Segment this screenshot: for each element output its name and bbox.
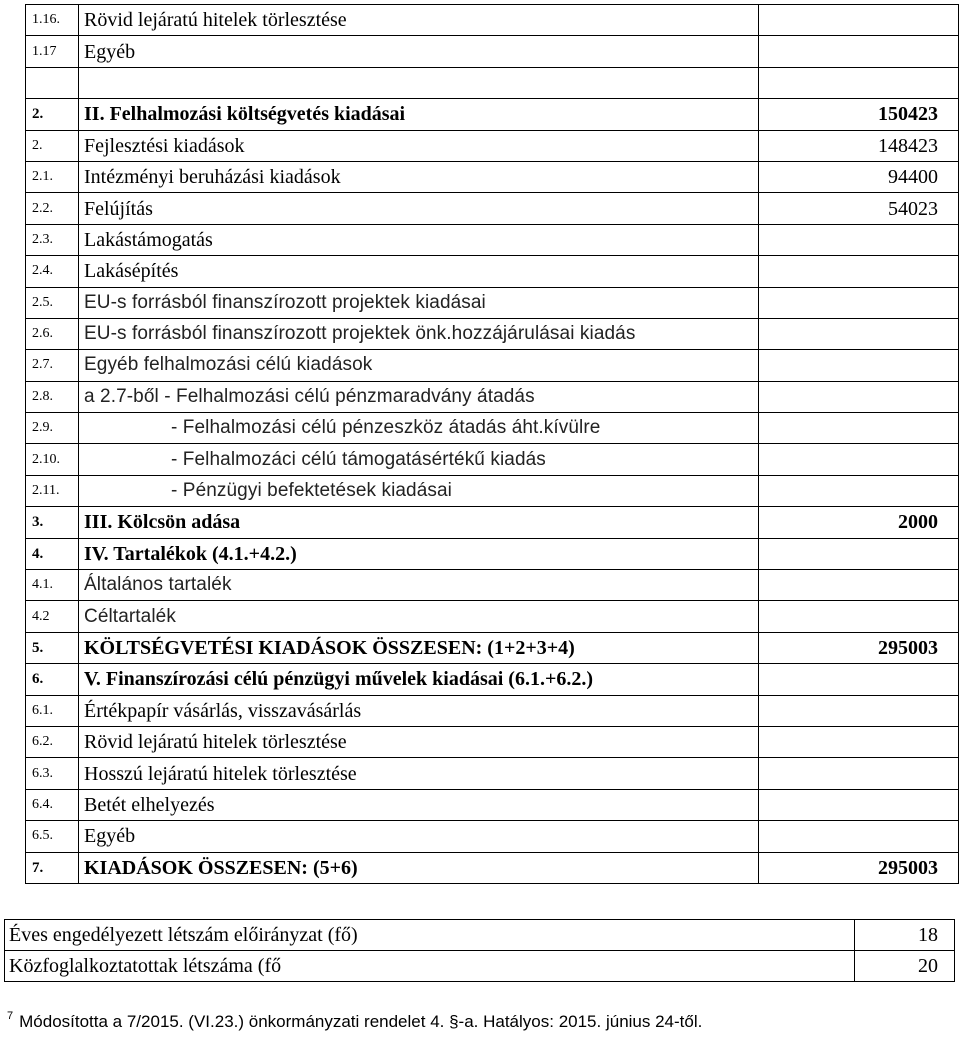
row-number: 4. bbox=[26, 538, 79, 569]
row-value bbox=[759, 5, 959, 36]
row-value: 295003 bbox=[759, 852, 959, 883]
table-row bbox=[26, 350, 959, 381]
table-row bbox=[26, 161, 959, 192]
row-number: 2.5. bbox=[26, 287, 79, 318]
row-number: 1.17 bbox=[26, 36, 79, 67]
row-number: 2.4. bbox=[26, 256, 79, 287]
row-value: 54023 bbox=[759, 193, 959, 224]
row-number: 6.5. bbox=[26, 821, 79, 852]
table-row bbox=[26, 36, 959, 67]
row-label: Lakástámogatás bbox=[79, 224, 759, 255]
row-value: 150423 bbox=[759, 99, 959, 130]
row-value bbox=[759, 444, 959, 475]
table-row bbox=[26, 130, 959, 161]
row-label: EU-s forrásból finanszírozott projektek kiadásai bbox=[79, 287, 759, 318]
row-label: V. Finanszírozási célú pénzügyi művelek kiadásai (6.1.+6.2.) bbox=[79, 664, 759, 695]
row-number: 2.11. bbox=[26, 475, 79, 506]
row-value bbox=[759, 758, 959, 789]
row-number: 1.16. bbox=[26, 5, 79, 36]
row-label: Egyéb felhalmozási célú kiadások bbox=[79, 350, 759, 381]
row-value bbox=[759, 350, 959, 381]
row-label bbox=[79, 444, 759, 475]
row-number: 4.2 bbox=[26, 601, 79, 632]
table-row bbox=[26, 570, 959, 601]
staff-row bbox=[5, 920, 955, 951]
row-value bbox=[759, 475, 959, 506]
row-number: 2.8. bbox=[26, 381, 79, 412]
row-label: II. Felhalmozási költségvetés kiadásai bbox=[79, 99, 759, 130]
row-number: 2.9. bbox=[26, 413, 79, 444]
row-label bbox=[79, 67, 759, 98]
row-number: 6. bbox=[26, 664, 79, 695]
table-row bbox=[26, 99, 959, 130]
row-number: 6.1. bbox=[26, 695, 79, 726]
row-value bbox=[759, 789, 959, 820]
staff-value: 18 bbox=[855, 920, 955, 951]
row-label: KÖLTSÉGVETÉSI KIADÁSOK ÖSSZESEN: (1+2+3+4) bbox=[79, 632, 759, 663]
row-value: 2000 bbox=[759, 507, 959, 538]
table-row bbox=[26, 507, 959, 538]
footnote-marker: 7 bbox=[7, 1010, 14, 1022]
table-row bbox=[26, 193, 959, 224]
row-value bbox=[759, 538, 959, 569]
row-label: III. Kölcsön adása bbox=[79, 507, 759, 538]
table-row bbox=[26, 601, 959, 632]
row-number: 7. bbox=[26, 852, 79, 883]
staff-label: Éves engedélyezett létszám előirányzat (fő) bbox=[5, 920, 855, 951]
table-row bbox=[26, 726, 959, 757]
table-row bbox=[26, 475, 959, 506]
footnote-text: Módosította a 7/2015. (VI.23.) önkormányzati rendelet 4. §-a. Hatályos: 2015. június 24-től. bbox=[19, 1012, 703, 1031]
row-label: Fejlesztési kiadások bbox=[79, 130, 759, 161]
row-label: EU-s forrásból finanszírozott projektek önk.hozzájárulásai kiadás bbox=[79, 318, 759, 349]
row-number: 2.6. bbox=[26, 318, 79, 349]
table-row bbox=[26, 256, 959, 287]
table-row bbox=[26, 821, 959, 852]
table-row bbox=[26, 67, 959, 98]
row-value: 295003 bbox=[759, 632, 959, 663]
row-value bbox=[759, 67, 959, 98]
table-row bbox=[26, 5, 959, 36]
row-label-text: - Pénzügyi befektetések kiadásai bbox=[171, 480, 452, 502]
row-number: 4.1. bbox=[26, 570, 79, 601]
row-label: Egyéb bbox=[79, 36, 759, 67]
table-row bbox=[26, 789, 959, 820]
staff-row bbox=[5, 951, 955, 982]
row-number: 2.7. bbox=[26, 350, 79, 381]
row-value bbox=[759, 821, 959, 852]
row-label-text: - Felhalmozási célú pénzeszköz átadás áht.kívülre bbox=[171, 417, 601, 439]
row-value bbox=[759, 413, 959, 444]
row-value bbox=[759, 36, 959, 67]
row-label bbox=[79, 475, 759, 506]
row-label-text: - Felhalmozáci célú támogatásértékű kiadás bbox=[171, 448, 546, 470]
row-value bbox=[759, 256, 959, 287]
row-number: 5. bbox=[26, 632, 79, 663]
row-label: Lakásépítés bbox=[79, 256, 759, 287]
row-label: KIADÁSOK ÖSSZESEN: (5+6) bbox=[79, 852, 759, 883]
row-number: 6.4. bbox=[26, 789, 79, 820]
row-value: 94400 bbox=[759, 161, 959, 192]
row-number: 2. bbox=[26, 99, 79, 130]
row-label: Értékpapír vásárlás, visszavásárlás bbox=[79, 695, 759, 726]
row-label: Felújítás bbox=[79, 193, 759, 224]
table-row bbox=[26, 444, 959, 475]
row-number: 2.3. bbox=[26, 224, 79, 255]
row-label bbox=[79, 413, 759, 444]
row-value bbox=[759, 695, 959, 726]
table-row bbox=[26, 224, 959, 255]
table-row bbox=[26, 287, 959, 318]
row-label: a 2.7-ből - Felhalmozási célú pénzmaradvány átadás bbox=[79, 381, 759, 412]
row-number: 2.1. bbox=[26, 161, 79, 192]
row-value: 148423 bbox=[759, 130, 959, 161]
table-row bbox=[26, 695, 959, 726]
row-value bbox=[759, 570, 959, 601]
row-label: Intézményi beruházási kiadások bbox=[79, 161, 759, 192]
row-value bbox=[759, 287, 959, 318]
expenditure-table-body bbox=[26, 5, 959, 884]
row-label: Rövid lejáratú hitelek törlesztése bbox=[79, 726, 759, 757]
staff-label: Közfoglalkoztatottak létszáma (fő bbox=[5, 951, 855, 982]
row-label: Általános tartalék bbox=[79, 570, 759, 601]
row-value bbox=[759, 726, 959, 757]
table-row bbox=[26, 413, 959, 444]
staff-table bbox=[4, 919, 955, 982]
row-label: Céltartalék bbox=[79, 601, 759, 632]
row-number: 2.2. bbox=[26, 193, 79, 224]
table-row bbox=[26, 381, 959, 412]
table-row bbox=[26, 758, 959, 789]
row-value bbox=[759, 601, 959, 632]
footnote bbox=[7, 1010, 702, 1032]
table-row bbox=[26, 632, 959, 663]
row-number: 3. bbox=[26, 507, 79, 538]
table-row bbox=[26, 538, 959, 569]
table-row bbox=[26, 318, 959, 349]
row-value bbox=[759, 381, 959, 412]
staff-value: 20 bbox=[855, 951, 955, 982]
table-row bbox=[26, 664, 959, 695]
row-label: IV. Tartalékok (4.1.+4.2.) bbox=[79, 538, 759, 569]
row-label: Egyéb bbox=[79, 821, 759, 852]
row-number: 6.3. bbox=[26, 758, 79, 789]
row-number: 6.2. bbox=[26, 726, 79, 757]
row-label: Hosszú lejáratú hitelek törlesztése bbox=[79, 758, 759, 789]
row-value bbox=[759, 664, 959, 695]
expenditure-table bbox=[25, 4, 959, 884]
row-value bbox=[759, 318, 959, 349]
row-value bbox=[759, 224, 959, 255]
row-number: 2.10. bbox=[26, 444, 79, 475]
row-label: Rövid lejáratú hitelek törlesztése bbox=[79, 5, 759, 36]
row-label: Betét elhelyezés bbox=[79, 789, 759, 820]
row-number: 2. bbox=[26, 130, 79, 161]
row-number bbox=[26, 67, 79, 98]
table-row bbox=[26, 852, 959, 883]
